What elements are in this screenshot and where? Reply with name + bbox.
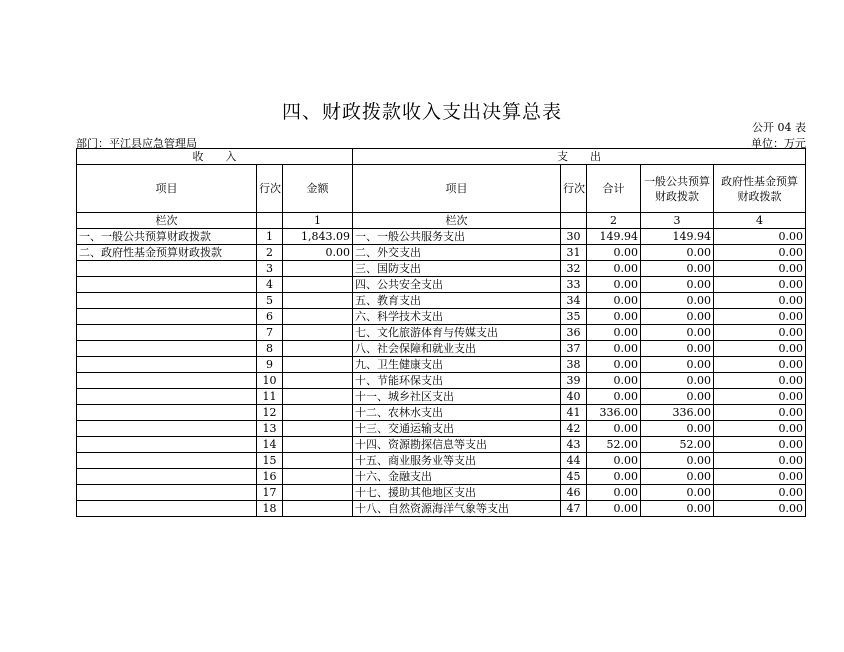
income-item-cell <box>77 309 257 325</box>
income-item-cell <box>77 277 257 293</box>
total-cell: 0.00 <box>587 341 641 357</box>
general-budget-cell: 0.00 <box>641 245 714 261</box>
income-row-no-cell: 8 <box>257 341 283 357</box>
fund-index: 4 <box>714 213 806 229</box>
amount-cell <box>283 373 353 389</box>
income-item-cell: 二、政府性基金预算财政拨款 <box>77 245 257 261</box>
table-row <box>77 405 806 421</box>
total-header: 合计 <box>587 165 641 213</box>
general-budget-header: 一般公共预算财政拨款 <box>641 165 714 213</box>
expense-row-no-cell: 44 <box>561 453 587 469</box>
total-cell: 0.00 <box>587 357 641 373</box>
income-row-no-cell: 4 <box>257 277 283 293</box>
gov-fund-cell: 0.00 <box>714 277 806 293</box>
report-title: 四、财政拨款收入支出决算总表 <box>281 101 562 123</box>
table-row <box>77 293 806 309</box>
gov-fund-cell: 0.00 <box>714 373 806 389</box>
expense-item-cell: 九、卫生健康支出 <box>353 357 561 373</box>
gov-fund-header: 政府性基金预算财政拨款 <box>714 165 806 213</box>
expense-item-cell: 五、教育支出 <box>353 293 561 309</box>
form-number: 公开 04 表 <box>752 121 806 134</box>
income-item-cell <box>77 405 257 421</box>
gov-fund-cell: 0.00 <box>714 405 806 421</box>
table-row <box>77 245 806 261</box>
expense-row-no-cell: 46 <box>561 485 587 501</box>
income-item-cell <box>77 373 257 389</box>
expense-row-no-cell: 34 <box>561 293 587 309</box>
general-budget-cell: 0.00 <box>641 469 714 485</box>
table-row <box>77 261 806 277</box>
table-row <box>77 453 806 469</box>
income-item-header: 项目 <box>77 165 257 213</box>
general-budget-cell: 0.00 <box>641 501 714 517</box>
expense-item-cell: 十六、金融支出 <box>353 469 561 485</box>
income-item-cell <box>77 421 257 437</box>
amount-cell <box>283 485 353 501</box>
gov-fund-cell: 0.00 <box>714 293 806 309</box>
expense-item-cell: 十一、城乡社区支出 <box>353 389 561 405</box>
gov-fund-cell: 0.00 <box>714 453 806 469</box>
income-row-no-cell: 7 <box>257 325 283 341</box>
general-budget-cell: 0.00 <box>641 325 714 341</box>
total-cell: 0.00 <box>587 309 641 325</box>
income-row-no-cell: 6 <box>257 309 283 325</box>
gov-fund-cell: 0.00 <box>714 341 806 357</box>
amount-cell <box>283 389 353 405</box>
amount-cell: 0.00 <box>283 245 353 261</box>
income-row-no-cell: 15 <box>257 453 283 469</box>
expense-item-cell: 十二、农林水支出 <box>353 405 561 421</box>
income-item-cell <box>77 341 257 357</box>
income-section-header: 收 入 <box>77 149 353 165</box>
general-index: 3 <box>641 213 714 229</box>
expense-item-cell: 十五、商业服务业等支出 <box>353 453 561 469</box>
expense-item-cell: 四、公共安全支出 <box>353 277 561 293</box>
gov-fund-cell: 0.00 <box>714 421 806 437</box>
income-row-no-cell: 14 <box>257 437 283 453</box>
income-row-no-header: 行次 <box>257 165 283 213</box>
income-row-no-cell: 9 <box>257 357 283 373</box>
total-cell: 0.00 <box>587 293 641 309</box>
income-row-no-cell: 12 <box>257 405 283 421</box>
total-cell: 52.00 <box>587 437 641 453</box>
general-budget-cell: 0.00 <box>641 373 714 389</box>
general-budget-cell: 0.00 <box>641 277 714 293</box>
amount-cell <box>283 341 353 357</box>
expense-row-no-cell: 31 <box>561 245 587 261</box>
expense-row-no-header: 行次 <box>561 165 587 213</box>
expense-item-cell: 七、文化旅游体育与传媒支出 <box>353 325 561 341</box>
amount-cell <box>283 309 353 325</box>
table-row <box>77 357 806 373</box>
income-item-cell <box>77 357 257 373</box>
general-budget-cell: 0.00 <box>641 453 714 469</box>
amount-cell <box>283 405 353 421</box>
amount-cell <box>283 453 353 469</box>
expense-index-blank <box>561 213 587 229</box>
amount-cell <box>283 421 353 437</box>
expense-item-cell: 二、外交支出 <box>353 245 561 261</box>
income-item-cell <box>77 437 257 453</box>
gov-fund-cell: 0.00 <box>714 485 806 501</box>
income-row-no-cell: 2 <box>257 245 283 261</box>
gov-fund-cell: 0.00 <box>714 357 806 373</box>
income-item-cell <box>77 325 257 341</box>
income-item-cell <box>77 501 257 517</box>
total-cell: 0.00 <box>587 485 641 501</box>
income-item-cell <box>77 261 257 277</box>
total-cell: 0.00 <box>587 389 641 405</box>
amount-index: 1 <box>283 213 353 229</box>
expense-row-no-cell: 36 <box>561 325 587 341</box>
general-budget-cell: 0.00 <box>641 261 714 277</box>
gov-fund-cell: 0.00 <box>714 469 806 485</box>
income-item-cell <box>77 469 257 485</box>
general-budget-cell: 0.00 <box>641 485 714 501</box>
expense-row-no-cell: 32 <box>561 261 587 277</box>
amount-cell <box>283 357 353 373</box>
table-row <box>77 501 806 517</box>
expense-row-no-cell: 30 <box>561 229 587 245</box>
table-row <box>77 341 806 357</box>
expense-index-label: 栏次 <box>353 213 561 229</box>
general-budget-cell: 0.00 <box>641 341 714 357</box>
income-row-no-cell: 1 <box>257 229 283 245</box>
expense-item-cell: 八、社会保障和就业支出 <box>353 341 561 357</box>
income-row-no-cell: 16 <box>257 469 283 485</box>
income-item-cell <box>77 453 257 469</box>
expense-item-cell: 十八、自然资源海洋气象等支出 <box>353 501 561 517</box>
income-item-cell <box>77 485 257 501</box>
amount-cell <box>283 293 353 309</box>
expense-row-no-cell: 37 <box>561 341 587 357</box>
expense-row-no-cell: 40 <box>561 389 587 405</box>
expense-row-no-cell: 38 <box>561 357 587 373</box>
expense-item-cell: 一、一般公共服务支出 <box>353 229 561 245</box>
table-row <box>77 485 806 501</box>
table-row <box>77 229 806 245</box>
table-row <box>77 277 806 293</box>
income-item-cell <box>77 389 257 405</box>
expense-row-no-cell: 45 <box>561 469 587 485</box>
gov-fund-cell: 0.00 <box>714 325 806 341</box>
gov-fund-cell: 0.00 <box>714 389 806 405</box>
table-row <box>77 421 806 437</box>
total-cell: 0.00 <box>587 469 641 485</box>
expense-row-no-cell: 33 <box>561 277 587 293</box>
expense-item-header: 项目 <box>353 165 561 213</box>
income-row-no-cell: 3 <box>257 261 283 277</box>
general-budget-cell: 0.00 <box>641 357 714 373</box>
gov-fund-cell: 0.00 <box>714 245 806 261</box>
table-row <box>77 469 806 485</box>
expense-item-cell: 六、科学技术支出 <box>353 309 561 325</box>
income-row-no-cell: 17 <box>257 485 283 501</box>
table-row <box>77 437 806 453</box>
gov-fund-cell: 0.00 <box>714 501 806 517</box>
table-row <box>77 325 806 341</box>
general-budget-cell: 0.00 <box>641 309 714 325</box>
amount-cell: 1,843.09 <box>283 229 353 245</box>
department-label: 部门：平江县应急管理局 <box>76 137 197 150</box>
total-cell: 0.00 <box>587 373 641 389</box>
income-item-cell <box>77 293 257 309</box>
income-index-label: 栏次 <box>77 213 257 229</box>
income-row-no-cell: 13 <box>257 421 283 437</box>
general-budget-cell: 0.00 <box>641 293 714 309</box>
amount-cell <box>283 261 353 277</box>
total-cell: 149.94 <box>587 229 641 245</box>
amount-header: 金额 <box>283 165 353 213</box>
total-cell: 0.00 <box>587 421 641 437</box>
general-budget-cell: 0.00 <box>641 389 714 405</box>
general-budget-cell: 149.94 <box>641 229 714 245</box>
gov-fund-cell: 0.00 <box>714 229 806 245</box>
gov-fund-cell: 0.00 <box>714 309 806 325</box>
total-cell: 0.00 <box>587 261 641 277</box>
amount-cell <box>283 277 353 293</box>
general-budget-cell: 0.00 <box>641 421 714 437</box>
expense-row-no-cell: 42 <box>561 421 587 437</box>
expense-item-cell: 十、节能环保支出 <box>353 373 561 389</box>
total-cell: 0.00 <box>587 501 641 517</box>
amount-cell <box>283 469 353 485</box>
total-cell: 0.00 <box>587 277 641 293</box>
amount-cell <box>283 437 353 453</box>
income-index-blank <box>257 213 283 229</box>
income-row-no-cell: 5 <box>257 293 283 309</box>
income-row-no-cell: 11 <box>257 389 283 405</box>
expense-section-header: 支 出 <box>353 149 806 165</box>
budget-table <box>76 148 806 517</box>
amount-cell <box>283 501 353 517</box>
expense-row-no-cell: 41 <box>561 405 587 421</box>
income-row-no-cell: 18 <box>257 501 283 517</box>
expense-row-no-cell: 35 <box>561 309 587 325</box>
general-budget-cell: 52.00 <box>641 437 714 453</box>
expense-item-cell: 十七、援助其他地区支出 <box>353 485 561 501</box>
expense-item-cell: 三、国防支出 <box>353 261 561 277</box>
expense-item-cell: 十三、交通运输支出 <box>353 421 561 437</box>
gov-fund-cell: 0.00 <box>714 437 806 453</box>
expense-row-no-cell: 43 <box>561 437 587 453</box>
table-row <box>77 309 806 325</box>
expense-row-no-cell: 39 <box>561 373 587 389</box>
gov-fund-cell: 0.00 <box>714 261 806 277</box>
total-cell: 336.00 <box>587 405 641 421</box>
income-row-no-cell: 10 <box>257 373 283 389</box>
expense-item-cell: 十四、资源勘探信息等支出 <box>353 437 561 453</box>
total-cell: 0.00 <box>587 453 641 469</box>
income-item-cell: 一、一般公共预算财政拨款 <box>77 229 257 245</box>
expense-row-no-cell: 47 <box>561 501 587 517</box>
total-cell: 0.00 <box>587 245 641 261</box>
total-index: 2 <box>587 213 641 229</box>
table-row <box>77 373 806 389</box>
general-budget-cell: 336.00 <box>641 405 714 421</box>
total-cell: 0.00 <box>587 325 641 341</box>
table-row <box>77 389 806 405</box>
amount-cell <box>283 325 353 341</box>
unit-label: 单位：万元 <box>751 137 806 150</box>
